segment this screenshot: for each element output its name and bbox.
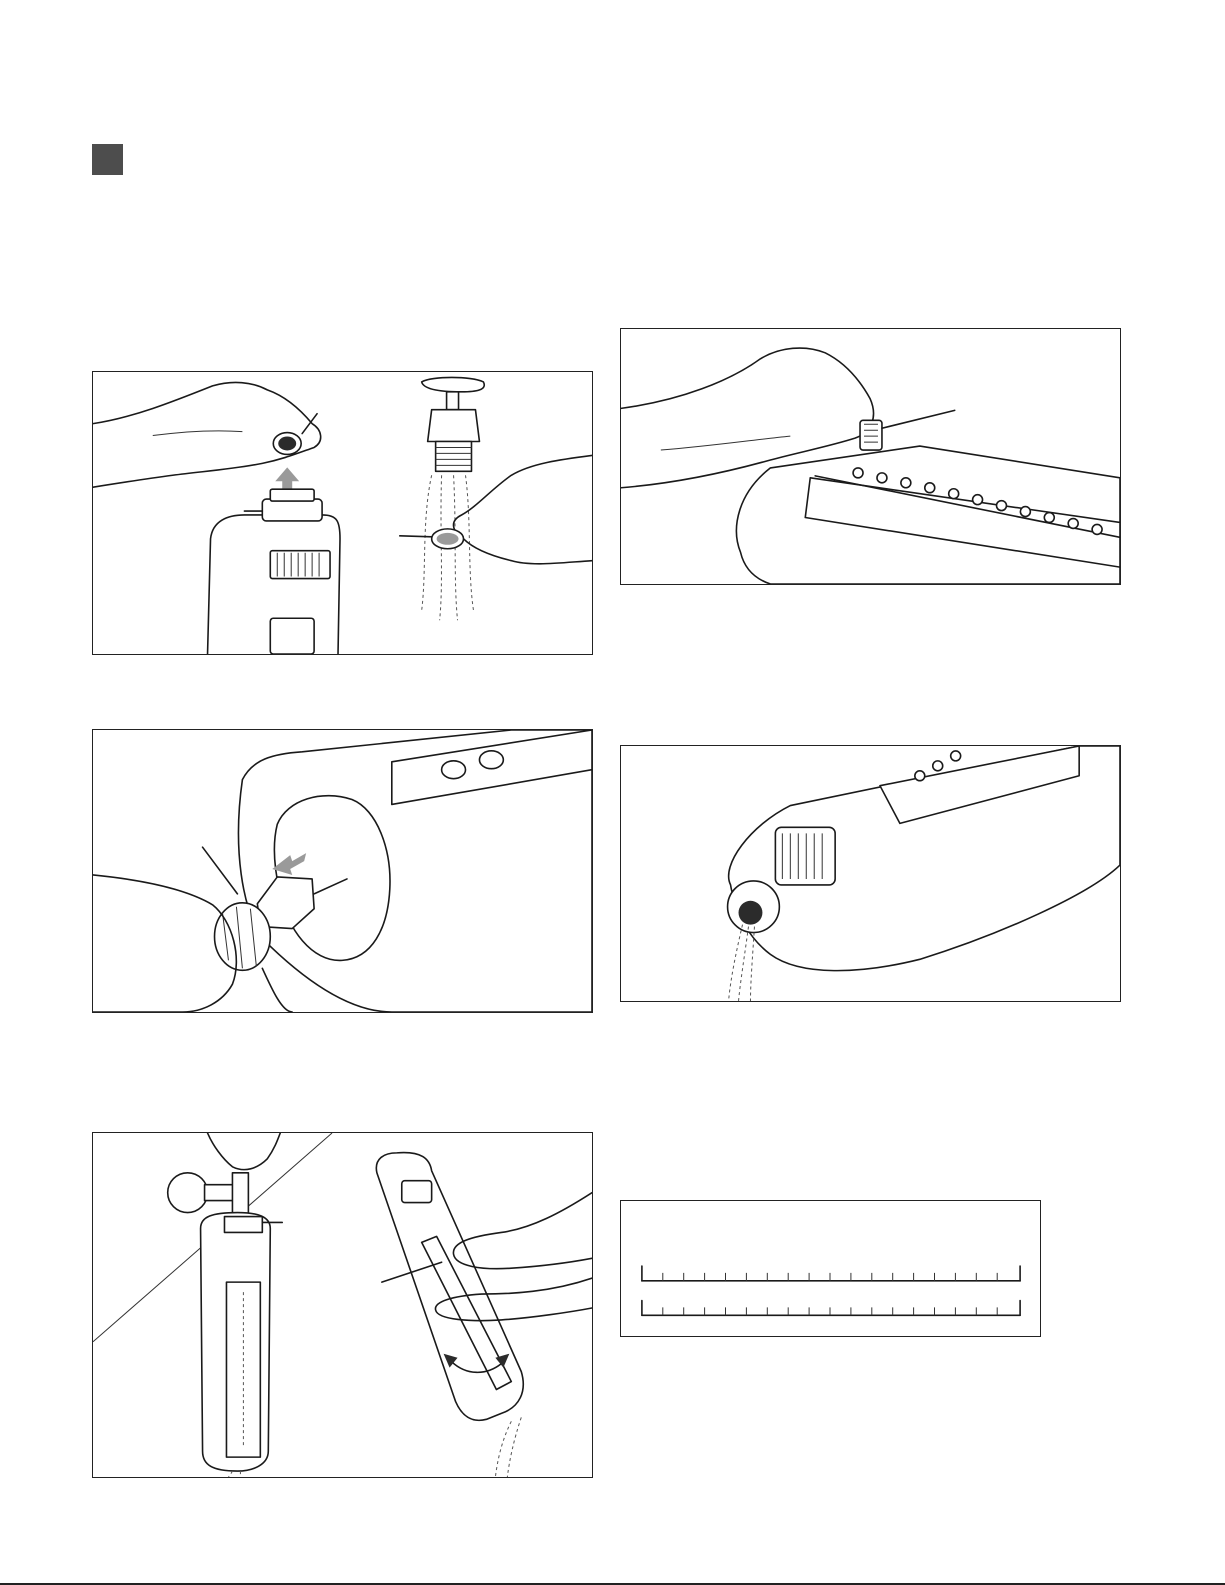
scale-ruler-icon: [621, 1201, 1040, 1336]
hand-icon: [453, 455, 592, 563]
figure-filter-removal: [92, 371, 593, 655]
sprinkler-nozzle-illustration: [621, 329, 1120, 584]
end-cap-removal-illustration: [93, 730, 592, 1012]
figure-scale-box: [620, 1200, 1041, 1337]
filter-removal-illustration: [93, 372, 592, 654]
faucet-icon: [422, 377, 485, 391]
callout-leader: [882, 410, 955, 428]
figure-tube-flushing: [92, 1132, 593, 1478]
hand-icon: [208, 1133, 281, 1170]
nozzle-row-icon: [442, 761, 466, 779]
water-stream-icon: [729, 925, 755, 1001]
scale-ruler-bottom: [642, 1301, 1020, 1316]
nozzle-row-icon: [915, 771, 925, 781]
section-marker: [92, 144, 123, 175]
callout-leader: [203, 847, 238, 894]
figure-sprinkler-nozzle: [620, 328, 1121, 585]
scale-ruler-top: [642, 1266, 1020, 1281]
flushing-illustration: [621, 746, 1120, 1001]
callout-leader: [302, 414, 317, 434]
hand-icon: [453, 1193, 592, 1269]
figure-end-cap-removal: [92, 729, 593, 1013]
figure-flushing: [620, 745, 1121, 1002]
tube-flushing-illustration: [93, 1133, 592, 1477]
water-stream-icon: [228, 1471, 240, 1477]
callout-leader: [400, 536, 432, 537]
faucet-icon: [168, 1173, 208, 1213]
